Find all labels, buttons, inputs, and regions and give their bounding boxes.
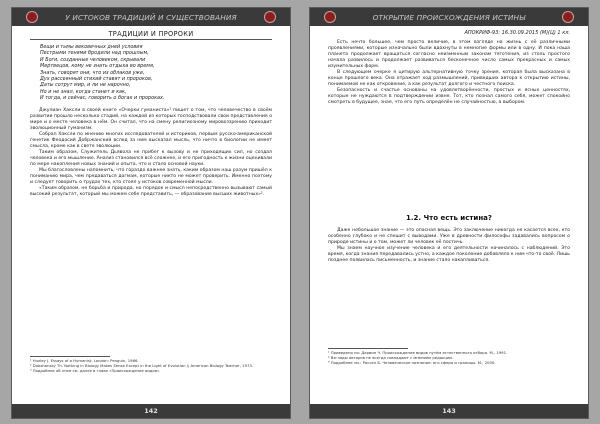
footnote: ³ Подробнее см.: Рассел Б. Человеческое познание: его сфера и границы. М., 2000.: [328, 359, 496, 365]
footnote: ² Взгляды авторов не всегда совпадают с мнением редакции.: [328, 354, 454, 360]
footnote-rule: [328, 348, 408, 349]
ornament-icon: [562, 11, 574, 23]
poem-epigraph: [40, 44, 272, 102]
section-title: ТРАДИЦИИ И ПРОРОКИ: [108, 30, 194, 38]
paragraph: Собрал Хаксли по мнению многих исследователей и историков, первым русско-американской генетик Феодосий Добржанский вслед за ним высказал мысль, что ничто в биологии не имеет смысла, кроме как в свете эволюции.: [30, 132, 272, 149]
paragraph: Есть нечто большее, чем просто величие, в этом взгляде на жизнь с её различными проявлениями, которые изначально были вдохнуты в немногие формы или в одну. И пока наша планета продолжает вращаться согласно неизменным законам тяготения, из столь простого начала развилось и продолжает развиваться бесконечное число самых прекрасных и самых изумительных форм.: [328, 40, 570, 69]
left-footnotes: [30, 356, 272, 373]
poem-line: И Боги, созданные человеком, скрывали: [40, 56, 146, 63]
right-footer-bar: [310, 404, 588, 418]
poem-line: Дух рассеянный стихий ставят и пророков,: [40, 76, 153, 83]
footnote: ¹ Приведено по: Дарвин Ч. Происхождение видов путём естественного отбора. М., 1991.: [328, 350, 508, 355]
paragraph: Мы знаем научное изучение человека и его деятельности начиналось с наблюдений. Это время, когда знания передавались устно, а каждое поколение добавляло к ним что-то своё. Лишь позднее появилась письменность, и знание стало накапливаться.: [328, 246, 570, 263]
paragraph: Даже небольшое знание — это опасная вещь. Это заключение никогда не касается всех, кто особенно глубоко и не спешит с выводами. Уже в древности философы задавались вопросом о природе истины и о том, может ли человек её постичь.: [328, 228, 570, 245]
right-body-text-bottom: [328, 228, 570, 264]
left-footer-bar: [12, 404, 290, 418]
left-body-text: [30, 108, 272, 198]
left-page: [12, 8, 290, 418]
page-number: 143: [442, 407, 456, 415]
paragraph: Джулиан Хаксли в своей книге «Очерки гуманиста»¹ пишет о том, что человечество в своём развитии прошло несколько стадий, на каждой из которых господствовали свои представления о мире и о месте человека в нём. Он считал, что на смену религиозному мировоззрению приходит эволюционный гуманизм.: [30, 108, 272, 131]
ornament-icon: [324, 11, 336, 23]
paragraph: Безопасность и счастье основаны на удовлетворённости, простых и ясных ценностях, которые не нуждаются в подтверждении извне. Тот, кто познал самого себя, может спокойно смотреть в будущее, зная, что его путь определён не случайностью, а выбором.: [328, 88, 570, 105]
poem-line: Но и не знал, когда станет и как,: [40, 88, 127, 95]
footnote-rule: [30, 356, 110, 357]
left-header-bar: [12, 8, 290, 26]
right-page: [310, 8, 588, 418]
ornament-icon: [264, 11, 276, 23]
paragraph: Мы благословлены напомнить, что гораздо важнее знать, каким образом наш разум пришёл к пониманию мира, чем предаваться догмам, которые никто не может проверить. Именно поэтому и следует говорить о трудах тех, кто стоял у истоков современной мысли.: [30, 168, 272, 185]
poem-line: И тогда, и сейчас, говорить о богах и пророках.: [40, 95, 165, 102]
paragraph: В следующем очерке я цитирую альтернативную точку зрения, которая была высказана в конце прошлого века. Она отражает ход размышлений, приведших автора к открытию истины, понимаемой не как откровение, а как результат долгого и честного поиска.: [328, 70, 570, 87]
poem-line: Пестрыми тенями бродили над прошлым,: [40, 50, 149, 57]
title-rule: [30, 39, 272, 40]
left-running-header: У ИСТОКОВ ТРАДИЦИЙ И СУЩЕСТВОВАНИЯ: [65, 12, 237, 22]
ornament-icon: [26, 11, 38, 23]
right-footnotes: [328, 348, 570, 365]
epigraph-line: АПОКРИФ-93: 16.30.09.2015 (М)(Ц) 1 кл.: [464, 30, 570, 36]
chapter-heading: 1.2. Что есть истина?: [406, 214, 492, 222]
paragraph: Таким образом, Служитель Дьявола не прибег к вызову и не приходящих сил, но создал человека и его мышление. Анализ становился всё сложнее, и его пригодность к жизни оценивали по мере накопления новых знаний и опыта, что и стало основой науки.: [30, 150, 273, 167]
page-number: 142: [144, 407, 158, 415]
footnote: ¹ Huxley J. Essays of a Humanist. London: Penguin, 1966.: [30, 358, 139, 363]
footnote: ³ Подробнее об этом см. далее в главе «Происхождение видов».: [30, 367, 161, 373]
right-body-text-top: [328, 40, 570, 106]
poem-line: Даты сотрут мир, и ли не нарочно,: [40, 82, 131, 89]
right-running-header: ОТКРЫТИЕ ПРОИСХОЖДЕНИЯ ИСТИНЫ: [372, 12, 526, 22]
poem-line: Мертвецов, кому не знать отдыха во время,: [40, 63, 155, 70]
poem-line: Знать, говорят они, что из облаков уже,: [40, 69, 145, 76]
footnote: ² Dobzhansky Th. Nothing in Biology Makes Sense Except in the Light of Evolution // American Biology Teacher, 1973.: [30, 362, 253, 368]
paragraph: «Таким образом, не борьба и природа, но порядок и смысл непосредственно вызывают самый высокий результат, который мы можем себе представить, — образование высших животных»².: [30, 186, 272, 197]
poem-line: Вещи и тьмы вековечных дней условия: [40, 44, 143, 50]
right-header-bar: [310, 8, 588, 26]
